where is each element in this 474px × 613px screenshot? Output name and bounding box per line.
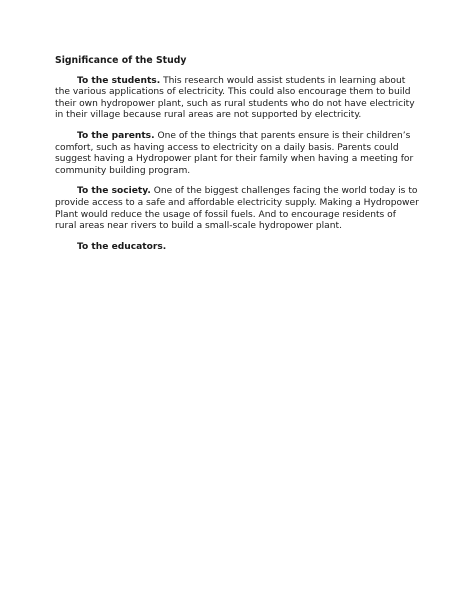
paragraph-body-students: This research would assist students in learning about the various applications of electricity. This could also encourage them to build their own hydropower plant, such as rural students who do not have electricity in their village because rural areas are not supported by electricity. (55, 75, 415, 121)
paragraph-lead-society: To the society. (77, 186, 151, 197)
paragraph-parents (55, 131, 420, 177)
paragraph-lead-educators: To the educators. (77, 241, 167, 252)
paragraph-students (55, 76, 420, 122)
paragraph-lead-students: To the students. (77, 75, 161, 86)
paragraph-body-parents: One of the things that parents ensure is their children’s comfort, such as having access to electricity on a daily basis. Parents could suggest having a Hydropower plant for their family when having a meeting for community building program. (55, 130, 414, 176)
paragraph-body-society: One of the biggest challenges facing the world today is to provide access to a safe and affordable electricity supply. Making a Hydropower Plant would reduce the usage of fossil fuels. And to encourage residents of rural areas near rivers to build a small-scale hydropower plant. (55, 186, 419, 232)
paragraph-lead-parents: To the parents. (77, 130, 155, 141)
section-heading: Significance of the Study (55, 55, 187, 66)
paragraph-society (55, 186, 420, 232)
document-body (55, 55, 420, 262)
paragraph-educators (55, 242, 420, 254)
